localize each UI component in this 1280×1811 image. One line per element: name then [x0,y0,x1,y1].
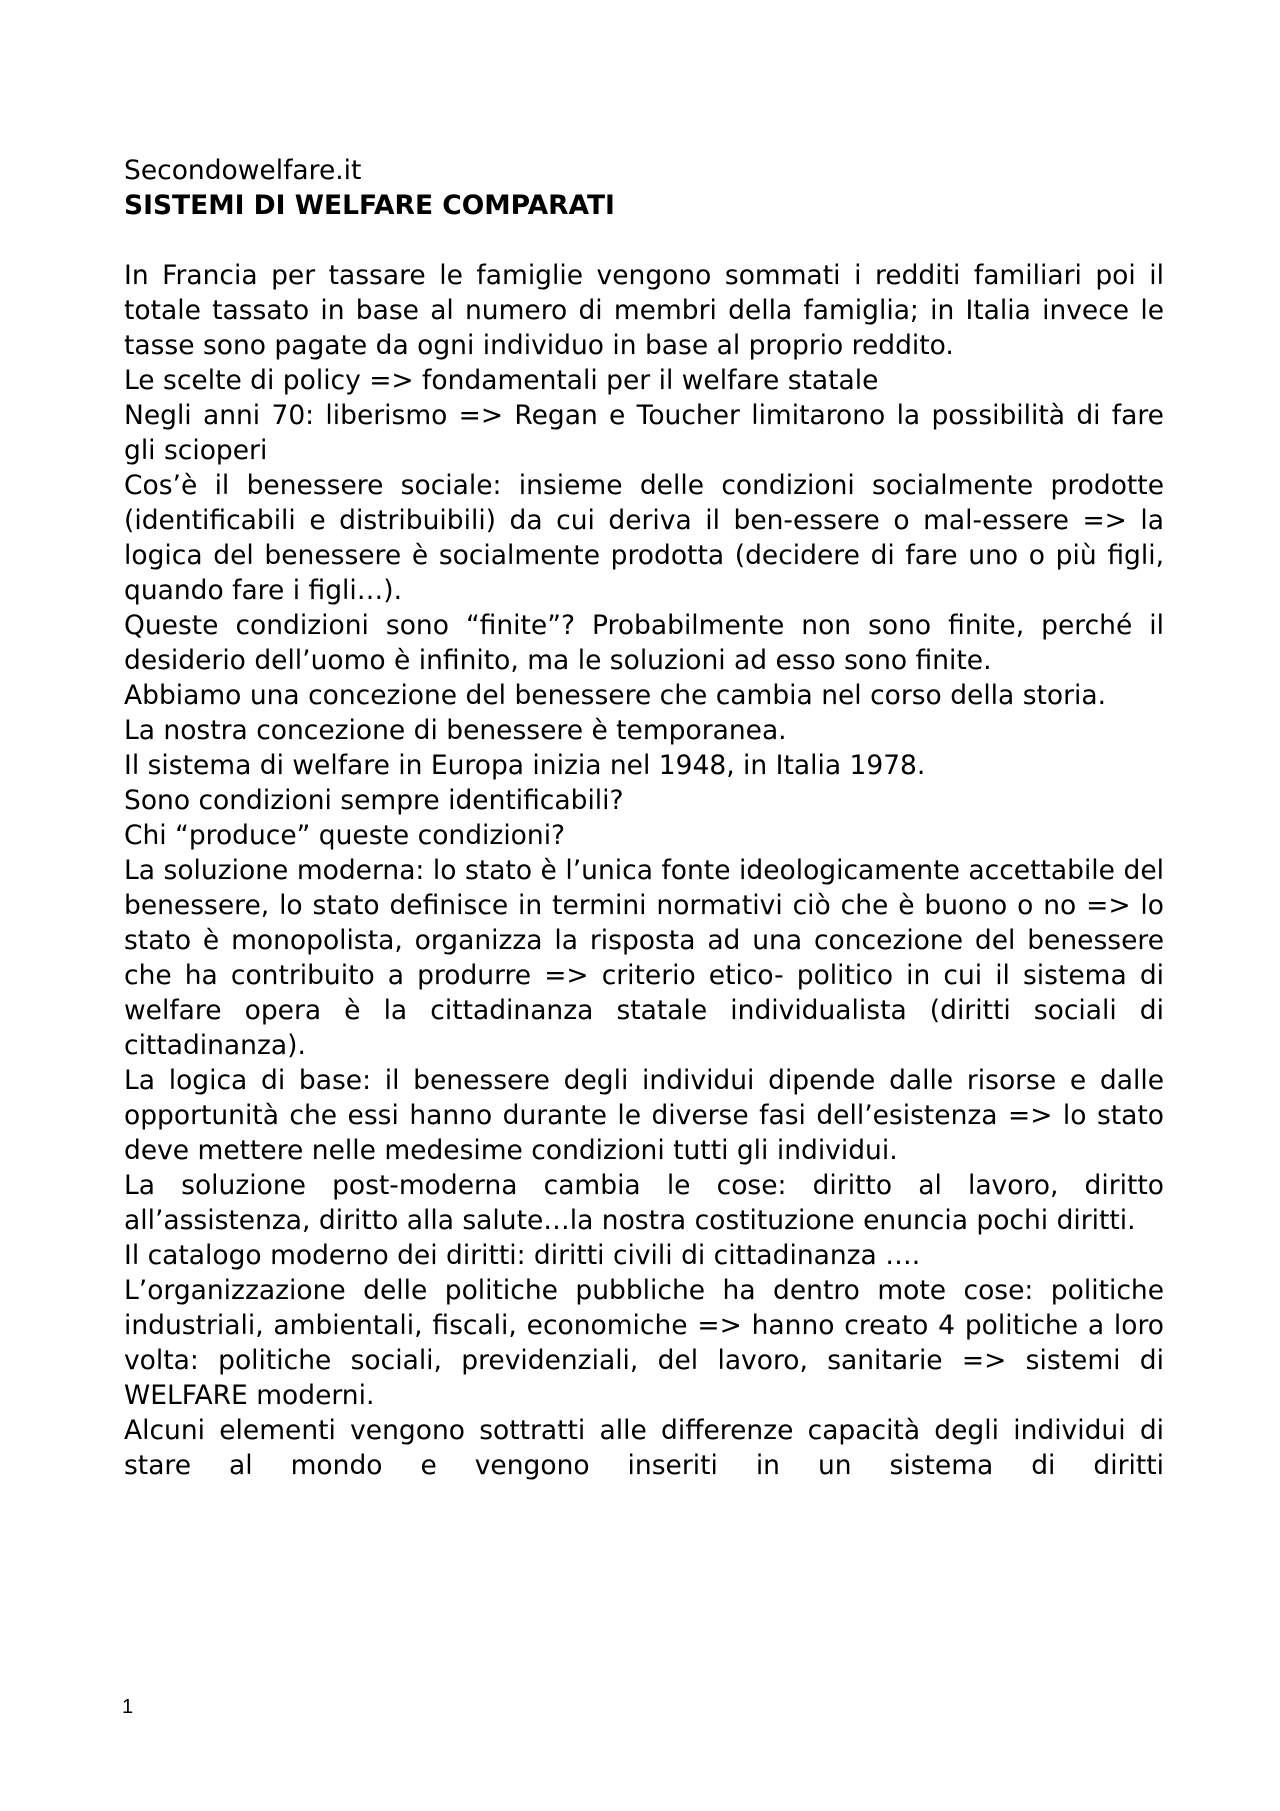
page-number: 1 [122,1696,134,1718]
paragraph-5: Queste condizioni sono “finite”? Probabilmente non sono finite, perché il desiderio dell’uomo è infinito, ma le soluzioni ad esso sono finite. [124,610,1164,676]
paragraph-11: La soluzione moderna: lo stato è l’unica fonte ideologicamente accettabile del benessere, lo stato definisce in termini normativi ciò che è buono o no => lo stato è monopolista, organizza la risposta ad una concezione del benessere che ha contribuito a produrre => criterio etico- politico in cui il sistema di welfare opera è la cittadinanza statale individualista (diritti sociali di cittadinanza). [124,855,1164,1061]
paragraph-10: Chi “produce” queste condizioni? [124,820,566,851]
paragraph-15: L’organizzazione delle politiche pubbliche ha dentro mote cose: politiche industriali, ambientali, fiscali, economiche => hanno creato 4 politiche a loro volta: politiche sociali, previdenziali, del lavoro, sanitarie => sistemi di WELFARE moderni. [124,1275,1164,1411]
site-name: Secondowelfare.it [124,155,362,186]
paragraph-7: La nostra concezione di benessere è temporanea. [124,715,787,746]
paragraph-12: La logica di base: il benessere degli individui dipende dalle risorse e dalle opportunità che essi hanno durante le diverse fasi dell’esistenza => lo stato deve mettere nelle medesime condizioni tutti gli individui. [124,1065,1164,1166]
paragraph-3: Negli anni 70: liberismo => Regan e Toucher limitarono la possibilità di fare gli scioperi [124,400,1164,466]
paragraph-6: Abbiamo una concezione del benessere che cambia nel corso della storia. [124,680,1107,711]
paragraph-9: Sono condizioni sempre identificabili? [124,785,624,816]
paragraph-8: Il sistema di welfare in Europa inizia nel 1948, in Italia 1978. [124,750,926,781]
paragraph-16: Alcuni elementi vengono sottratti alle differenze capacità degli individui di stare al mondo e vengono inseriti in un sistema di diritti [124,1415,1164,1481]
paragraph-13: La soluzione post-moderna cambia le cose: diritto al lavoro, diritto all’assistenza, diritto alla salute…la nostra costituzione enuncia pochi diritti. [124,1170,1164,1236]
paragraph-4: Cos’è il benessere sociale: insieme delle condizioni socialmente prodotte (identificabili e distribuibili) da cui deriva il ben-essere o mal-essere => la logica del benessere è socialmente prodotta (decidere di fare uno o più figli, quando fare i figli…). [124,470,1164,606]
page-body [124,153,1164,1483]
document-title: SISTEMI DI WELFARE COMPARATI [124,190,615,221]
paragraph-14: Il catalogo moderno dei diritti: diritti civili di cittadinanza …. [124,1240,921,1271]
paragraph-2: Le scelte di policy => fondamentali per il welfare statale [124,365,879,396]
paragraph-1: In Francia per tassare le famiglie vengono sommati i redditi familiari poi il totale tassato in base al numero di membri della famiglia; in Italia invece le tasse sono pagate da ogni individuo in base al proprio reddito. [124,260,1164,361]
